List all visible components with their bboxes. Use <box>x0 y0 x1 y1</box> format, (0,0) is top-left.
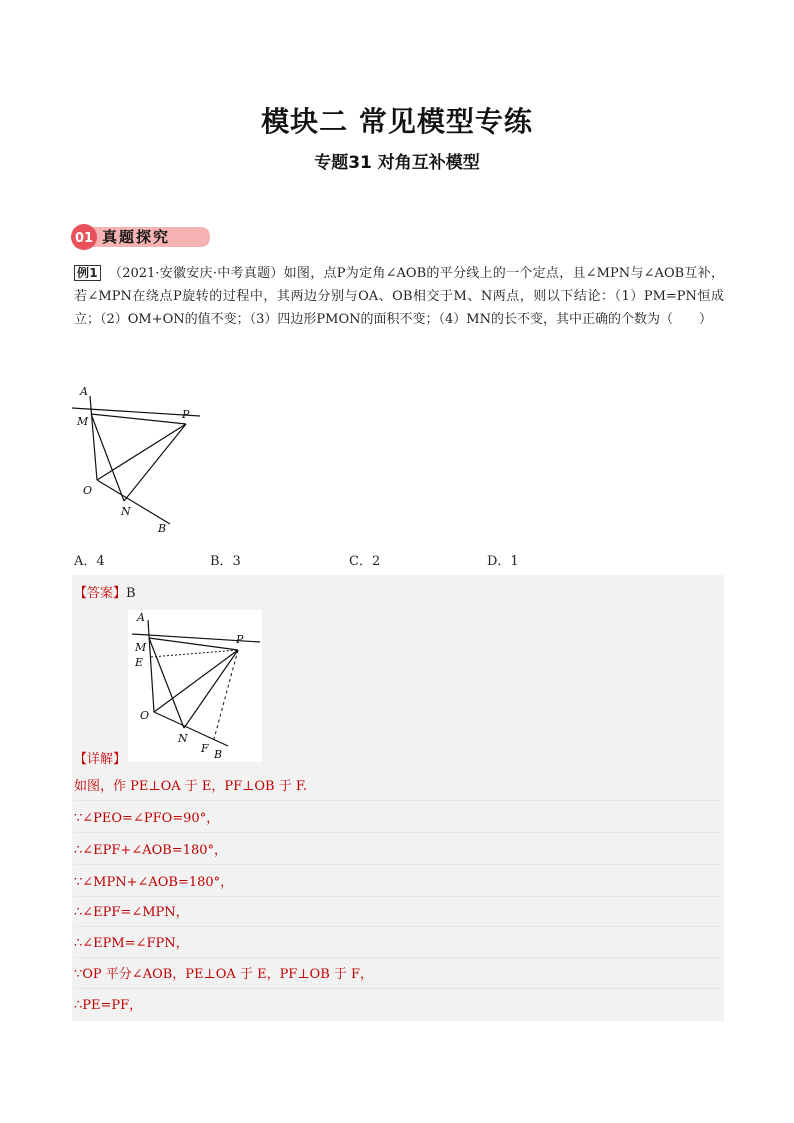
label-A2: A <box>137 611 145 624</box>
question-text: （2021·安徽安庆·中考真题）如图，点P为定角∠AOB的平分线上的一个定点，且∠MPN与∠AOB互补，若∠MPN在绕点P旋转的过程中，其两边分别与OA、OB相交于M、N两点，则以下结论：（1）PM=PN恒成立；（2）OM+ON的值不变；（3）四边形PMON的面积不变；（4）MN的长不变，其中正确的个数为（ ） <box>74 266 724 327</box>
step-text: ∵OP 平分∠AOB，PE⊥OA 于 E，PF⊥OB 于 F， <box>74 967 374 982</box>
example-tag: 例1 <box>74 265 101 281</box>
label-B2: B <box>214 748 223 761</box>
step-text: ∴∠EPF+∠AOB=180°， <box>74 843 228 858</box>
solution-step-1 <box>74 774 722 801</box>
label-O2: O <box>140 709 150 722</box>
label-M2: M <box>135 641 147 654</box>
label-P: P <box>182 408 190 421</box>
step-text: ∴∠EPM=∠FPN， <box>74 936 189 951</box>
step-text: ∴∠EPF=∠MPN， <box>74 905 189 920</box>
solution-step-7 <box>74 962 722 989</box>
detail-label-text: 【详解】 <box>74 752 127 767</box>
solution-step-5 <box>74 900 722 927</box>
section-label: 真题探究 <box>102 228 171 246</box>
solution-step-3 <box>74 838 722 865</box>
page-title: 模块二 常见模型专练 <box>261 105 533 138</box>
solution-step-6 <box>74 931 722 958</box>
answer-line <box>74 582 136 601</box>
answer-value: B <box>126 586 136 601</box>
section-banner <box>70 221 212 253</box>
choice-c[interactable]: C．2 <box>349 554 381 569</box>
question-block <box>74 262 724 331</box>
label-O: O <box>83 484 93 497</box>
section-badge: 01 <box>74 231 94 246</box>
figure-1 <box>66 378 216 538</box>
label-E: E <box>135 656 144 669</box>
step-text: ∵∠PEO=∠PFO=90°， <box>74 811 220 826</box>
label-N: N <box>121 505 131 518</box>
solution-step-8 <box>74 993 722 1019</box>
step-text: ∵∠MPN+∠AOB=180°， <box>74 875 234 890</box>
label-N2: N <box>178 732 188 745</box>
choice-b[interactable]: B．3 <box>210 554 241 569</box>
detail-label <box>74 748 126 767</box>
answer-label: 【答案】 <box>74 586 127 601</box>
choice-a[interactable]: A．4 <box>74 554 105 569</box>
choice-d[interactable]: D．1 <box>487 554 519 569</box>
figure-2 <box>128 610 262 762</box>
label-F: F <box>201 742 209 755</box>
page-subtitle: 专题31 对角互补模型 <box>314 153 480 173</box>
label-P2: P <box>236 633 244 646</box>
solution-step-4 <box>74 870 722 897</box>
step-text: 如图，作 PE⊥OA 于 E，PF⊥OB 于 F. <box>74 779 307 794</box>
label-B: B <box>158 522 167 535</box>
solution-step-2 <box>74 806 722 833</box>
step-text: ∴PE=PF， <box>74 998 143 1013</box>
label-A: A <box>80 385 88 398</box>
label-M: M <box>77 415 89 428</box>
